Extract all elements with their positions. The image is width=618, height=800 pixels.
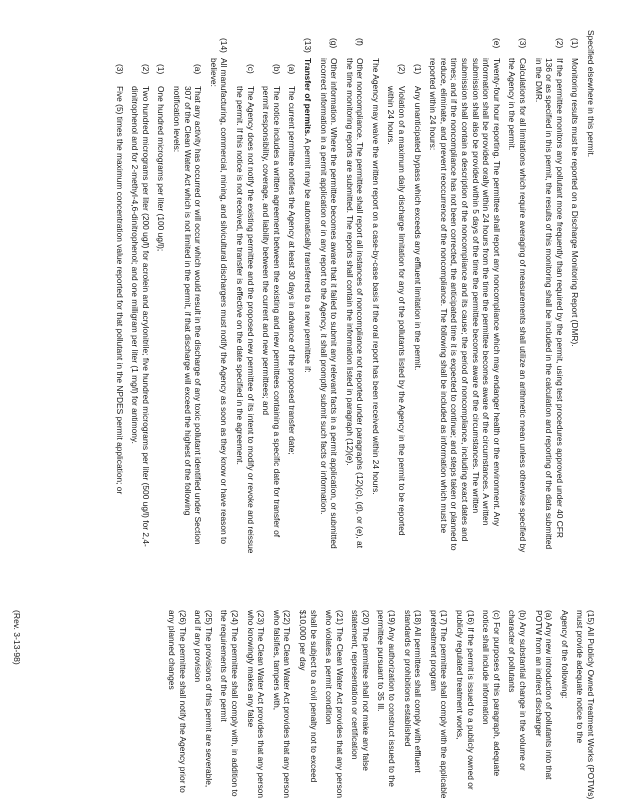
item-number: (e): [491, 38, 502, 49]
paragraph-item: [533, 30, 565, 554]
section-number: (14): [219, 38, 230, 53]
item-number: (c): [245, 64, 256, 74]
item-number: (3): [114, 64, 125, 75]
section-number: (13): [302, 38, 313, 53]
paragraph-subitem: [156, 30, 167, 554]
right-line: (21) The Clean Water Act provides that any person who violates a permit condition: [324, 610, 345, 799]
right-line: (a) Any new introduction of pollutants into that POTW from an indirect discharger: [533, 610, 555, 780]
paragraph-subitem: [171, 30, 203, 554]
paragraph-item: [344, 30, 365, 554]
item-text: Other information. Where the permittee becomes aware that it failed to submit any relevant facts in a permit application, or submitted incorrect information in a permit application or in any report to the Agency, it shall promptly submit such facts or information.: [318, 58, 340, 549]
right-line: (24) The permittee shall comply with, in addition to the requirements of the permit: [219, 610, 240, 797]
right-line: (20) The permittee shall not make any false statement, representation or certification: [350, 610, 371, 771]
item-text: That any activity has occurred or will occur which would result in the discharge of any toxic pollutant identified under Section 307 of the Clean Water Act which is not limited in the permit, if that discharge will exceed the highest of the following notification levels:: [172, 86, 204, 545]
right-line: (15) All Publicly Owned Treatment Works (POTWs) must provide adequate notice to the: [575, 610, 596, 800]
right-line: (25) The provisions of this permit are severable, and if any provision: [193, 610, 214, 788]
paragraph-item: [507, 30, 528, 554]
item-text: Other noncompliance. The permittee shall report all instances of noncompliance not reported under paragraphs (12)(c), (d), or (e), at the time monitoring reports are submitted. The reports shall contain the information listed in paragraph (12)(e).: [344, 58, 366, 549]
paragraph-subitem: [261, 30, 282, 554]
paragraph-subitem: [386, 30, 407, 554]
right-line: (18) All permittees shall comply with effluent standards or prohibitions established: [402, 610, 424, 773]
item-text: Two hundred micrograms per liter (200 ug/l) for acrolein and acrylonitrile; five hundred micrograms per liter (500 ug/l) for 2,4-dinitrophenol and for 2-methyl-4,6-dinitrophenol; and one milligram per liter (1 mg/l) for antimony.: [130, 86, 151, 547]
item-text: If the permittee monitors any pollutant more frequently than required by the permit, using test procedures approved under 40 CFR 136 or as specified in this permit, the results of this monitoring shall be included in the calculation and reporting of the data submitted in the DMR.: [533, 58, 565, 550]
item-text: The notice includes a written agreement between the existing and new permittees containing a specific date for transfer of permit responsibility, coverage, and liability between the current and new permittees; and: [261, 86, 282, 538]
item-number: (b): [271, 64, 282, 75]
section-text: All manufacturing, commercial, mining, and silvicultural dischargers must notify the Agency as soon as they know or have reason to believe:: [208, 58, 230, 544]
item-text: Calculations for all limitations which require averaging of measurements shall utilize an arithmetic mean unless otherwise specified by the Agency in the permit.: [507, 58, 529, 553]
item-text: The Agency does not notify the existing permittee and the proposed new permittee of its intent to modify or revoke and reissue the permit. If this notice is not received, the transfer is effective on the date specified in the agreement.: [234, 86, 256, 554]
item-number: (1): [570, 38, 581, 49]
item-text: Monitoring results must be reported on a Discharge Monitoring Report (DMR).: [570, 58, 581, 347]
revision-footer: (Rev. 3-13-98): [12, 610, 22, 665]
paragraph-item: [318, 30, 339, 554]
item-number: (1): [412, 64, 423, 75]
paragraph-subitem: [114, 30, 125, 554]
right-line: (16) If the permit is issued to a publicly owned or publicly regulated treatment works,: [455, 610, 476, 790]
paragraph-item: [570, 30, 581, 554]
right-line: Agency of the following:: [559, 610, 570, 699]
item-text: Twenty-four hour reporting. The permittee shall report any noncompliance which may endanger health or the environment. Any information shall be provided orally within 24 hours from the time the permittee becomes aware of the circumstances. A written submission shall also be provided within 5 days of the time the permittee becomes aware of the circumstances. The written submission shall contain a description of the noncompliance and its cause; the period of noncompliance, including exact dates and times; and if the noncompliance has not been corrected, the anticipated time it is expected to continue; and steps taken or planned to reduce, eliminate, and prevent reoccurrence of the noncompliance. The following shall be included as information which must be reported within 24 hours:: [428, 58, 502, 551]
paragraph-note: [370, 30, 381, 554]
intro-line: Specified elsewhere in this permit.: [586, 30, 596, 158]
item-text: The Agency may waive the written report on a case-by-case basis if the oral report has been received within 24 hours.: [370, 58, 381, 495]
right-line: (23) The Clean Water Act provides that any person who knowingly makes any false: [245, 610, 267, 799]
paragraph-subitem: [130, 30, 151, 554]
item-text: Any unanticipated bypass which exceeds any effluent limitation in the permit.: [412, 86, 423, 371]
right-line: (17) The permittee shall comply with the applicable pretreatment program: [428, 610, 450, 799]
right-line: (22) The Clean Water Act provides that any person who falsifies, tampers with,: [271, 610, 293, 799]
right-line: (19) Any authorization to construct issued to the permittee pursuant to 35 Ill.: [376, 610, 398, 787]
paragraph-item: [428, 30, 502, 554]
section-heading: Transfer of permits.: [302, 58, 313, 137]
paragraph-subitem: [234, 30, 255, 554]
item-text: One hundred micrograms per liter (100 ug/l);: [156, 86, 167, 252]
item-number: (2): [554, 38, 565, 49]
item-number: (f): [355, 38, 366, 46]
item-number: (g): [329, 38, 340, 49]
section-transfer-of-permits: [302, 30, 313, 554]
item-text: Violation of a maximum daily discharge limitation for any of the pollutants listed by the Agency in the permit to be reported within 24 hours.: [386, 86, 408, 536]
paragraph-subitem: [287, 30, 298, 554]
item-text: Five (5) times the maximum concentration value reported for that pollutant in the NPDES permit application; or: [114, 86, 125, 495]
paragraph-subitem: [412, 30, 423, 554]
section-text: A permit may be automatically transferred to a new permittee if:: [302, 138, 313, 373]
right-line: shall be subject to a civil penalty not to exceed $10,000 per day: [297, 610, 319, 783]
item-text: The current permittee notifies the Agency at least 30 days in advance of the proposed transfer date;: [287, 86, 298, 455]
item-number: (2): [140, 64, 151, 75]
item-number: (2): [397, 64, 408, 75]
right-line: (26) The permittee shall notify the Agency prior to any planned changes: [167, 610, 188, 793]
section-notification: [208, 30, 229, 554]
item-number: (a): [193, 64, 204, 75]
item-number: (3): [518, 38, 529, 49]
right-line: (c) For purposes of this paragraph, adequate notice shall include information: [481, 610, 502, 777]
right-line: (b) Any substantial change in the volume or character of pollutants: [507, 610, 529, 771]
right-text-column: [0, 600, 618, 800]
item-number: (a): [287, 64, 298, 75]
item-number: (1): [156, 64, 167, 75]
